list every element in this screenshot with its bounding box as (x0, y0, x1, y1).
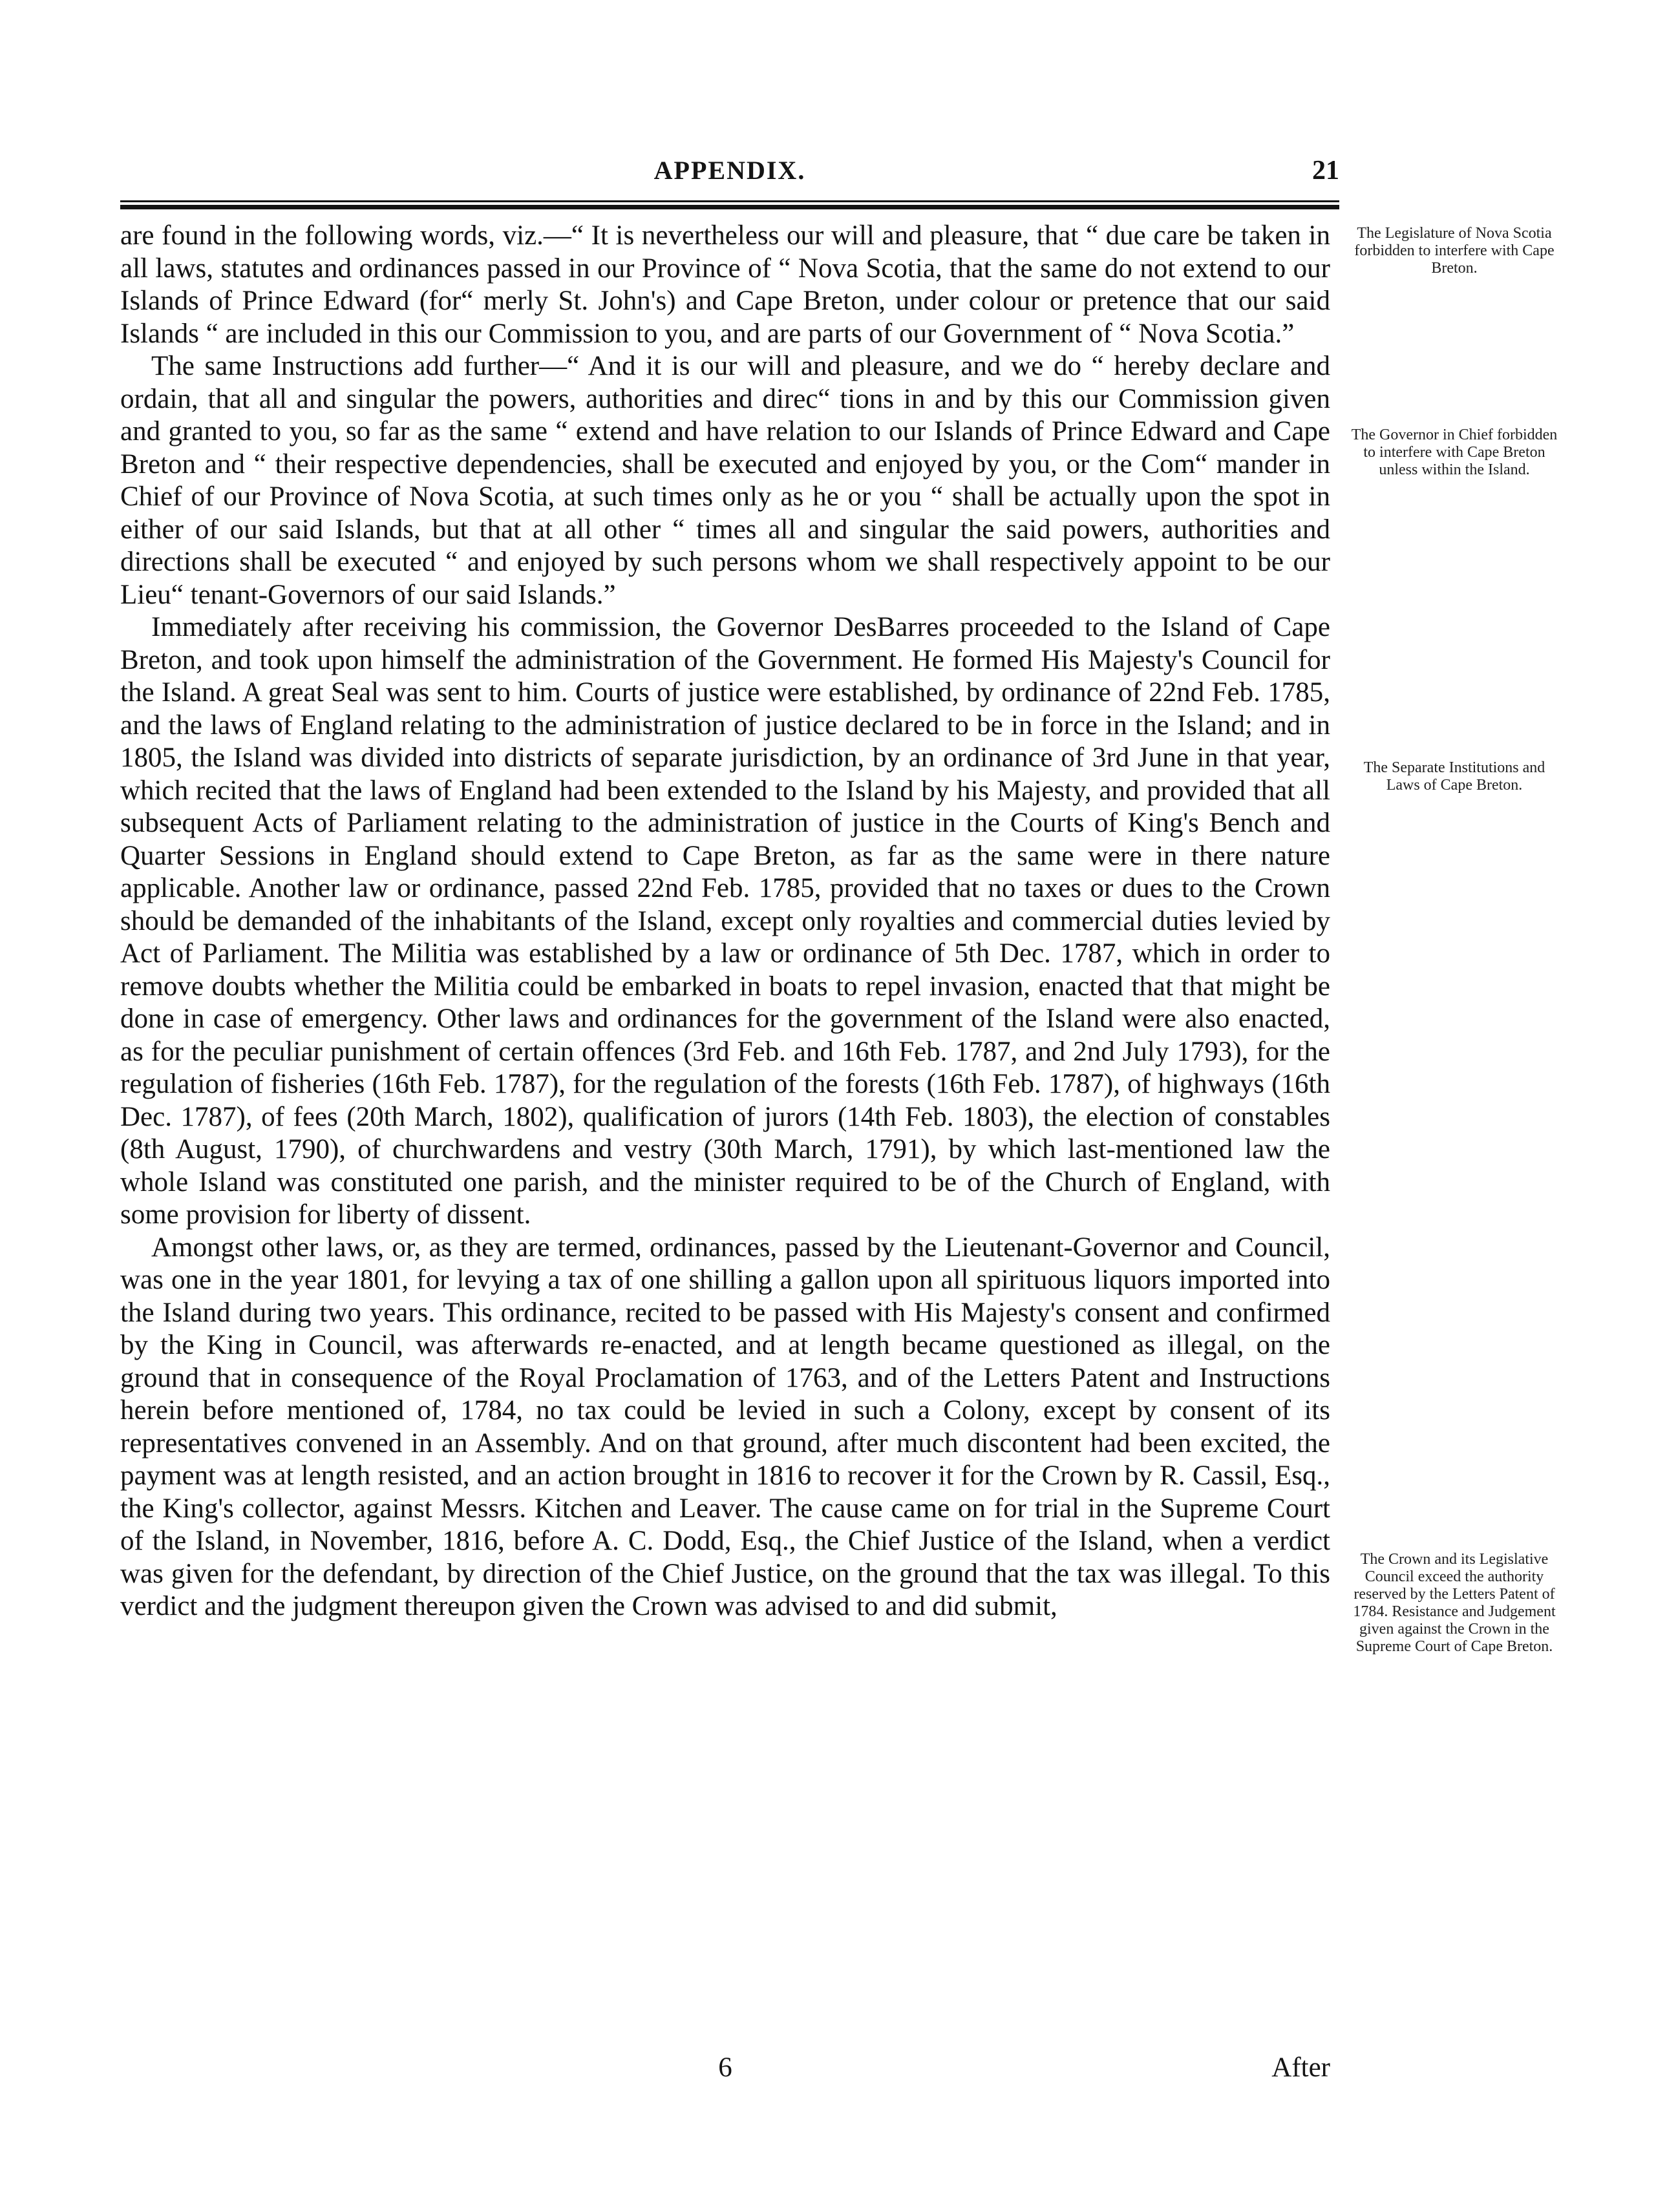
catchword: After (1271, 2052, 1330, 2083)
margin-note-4: The Crown and its Legislative Council exceed the authority reserved by the Letters Patent of 1784. Resistance and Judgement given against the Crown in the Supreme Court of Cape Breton. (1353, 1551, 1556, 1655)
paragraph-3: Immediately after receiving his commission, the Governor DesBarres proceeded to the Island of Cape Breton, and took upon himself the administration of the Government. He formed His Majesty's Council for the Island. A great Seal was sent to him. Courts of justice were established, by ordinance of 22nd Feb. 1785, and the laws of England relating to the administration of justice declared to be in force in the Island; and in 1805, the Island was divided into districts of separate jurisdiction, by an ordinance of 3rd June in that year, which recited that the laws of England had been extended to the Island by his Majesty, and provided that all subsequent Acts of Parliament relating to the administration of justice in the Courts of King's Bench and Quarter Sessions in England should extend to Cape Breton, as far as the same were in there nature applicable. Another law or ordinance, passed 22nd Feb. 1785, provided that no taxes or dues to the Crown should be demanded of the inhabitants of the Island, except only royalties and commercial duties levied by Act of Parliament. The Militia was established by a law or ordinance of 5th Dec. 1787, which in order to remove doubts whether the Militia could be embarked in boats to repel invasion, enacted that that might be done in case of emergency. Other laws and ordinances for the government of the Island were also enacted, as for the peculiar punishment of certain offences (3rd Feb. and 16th Feb. 1787, and 2nd July 1793), for the regulation of fisheries (16th Feb. 1787), for the regulation of the forests (16th Feb. 1787), of highways (16th Dec. 1787), of fees (20th March, 1802), qualification of jurors (14th Feb. 1803), the election of constables (8th August, 1790), of churchwardens and vestry (30th March, 1791), by which last-mentioned law the whole Island was constituted one parish, and the minister required to be of the Church of England, with some provision for liberty of dissent. (120, 612, 1330, 1230)
signature-mark: 6 (718, 2052, 732, 2083)
running-header (120, 155, 1339, 194)
header-title: APPENDIX. (653, 156, 806, 185)
page-footer (120, 2052, 1330, 2091)
margin-note-2: The Governor in Chief forbidden to interfere with Cape Breton unless within the Island. (1351, 427, 1558, 478)
paragraph-2: The same Instructions add further—“ And it is our will and pleasure, and we do “ hereby declare and ordain, that all and singular the powers, authorities and direc“ tions in and by this our Commission given and granted to you, so far as the same “ extend and have relation to our Islands of Prince Edward and Cape Breton and “ their respective dependencies, shall be executed and enjoyed by you, or the Com“ mander in Chief of our Province of Nova Scotia, at such times only as he or you “ shall be actually upon the spot in either of our said Islands, but that at all other “ times all and singular the said powers, authorities and directions shall be executed “ and enjoyed by such persons whom we shall respectively appoint to be our Lieu“ tenant-Governors of our said Islands.” (120, 351, 1330, 610)
body-text (120, 220, 1330, 2094)
paragraph-4: Amongst other laws, or, as they are termed, ordinances, passed by the Lieutenant-Governor and Council, was one in the year 1801, for levying a tax of one shilling a gallon upon all spirituous liquors imported into the Island during two years. This ordinance, recited to be passed with His Majesty's consent and confirmed by the King in Council, was afterwards re-enacted, and at length became questioned as illegal, on the ground that in consequence of the Royal Proclamation of 1763, and of the Letters Patent and Instructions herein before mentioned of, 1784, no tax could be levied in such a Colony, except by consent of its representatives convened in an Assembly. And on that ground, after much discontent had been excited, the payment was at length resisted, and an action brought in 1816 to recover it for the Crown by R. Cassil, Esq., the King's collector, against Messrs. Kitchen and Leaver. The cause came on for trial in the Supreme Court of the Island, in November, 1816, before A. C. Dodd, Esq., the Chief Justice of the Island, when a verdict was given for the defendant, by direction of the Chief Justice, on the ground that the tax was illegal. To this verdict and the judgment thereupon given the Crown was advised to and did submit, (120, 1232, 1330, 1621)
paragraph-1: are found in the following words, viz.—“ It is nevertheless our will and pleasure, that “ due care be taken in all laws, statutes and ordinances passed in our Province of “ Nova Scotia, that the same do not extend to our Islands of Prince Edward (for“ merly St. John's) and Cape Breton, under colour or pretence that our said Islands “ are included in this our Commission to you, and are parts of our Government of “ Nova Scotia.” (120, 220, 1330, 349)
page-number: 21 (1312, 156, 1339, 185)
margin-note-3: The Separate Institutions and Laws of Cape Breton. (1363, 759, 1545, 794)
header-rule (120, 200, 1339, 209)
margin-note-1: The Legislature of Nova Scotia forbidden to interfere with Cape Breton. (1354, 225, 1555, 277)
